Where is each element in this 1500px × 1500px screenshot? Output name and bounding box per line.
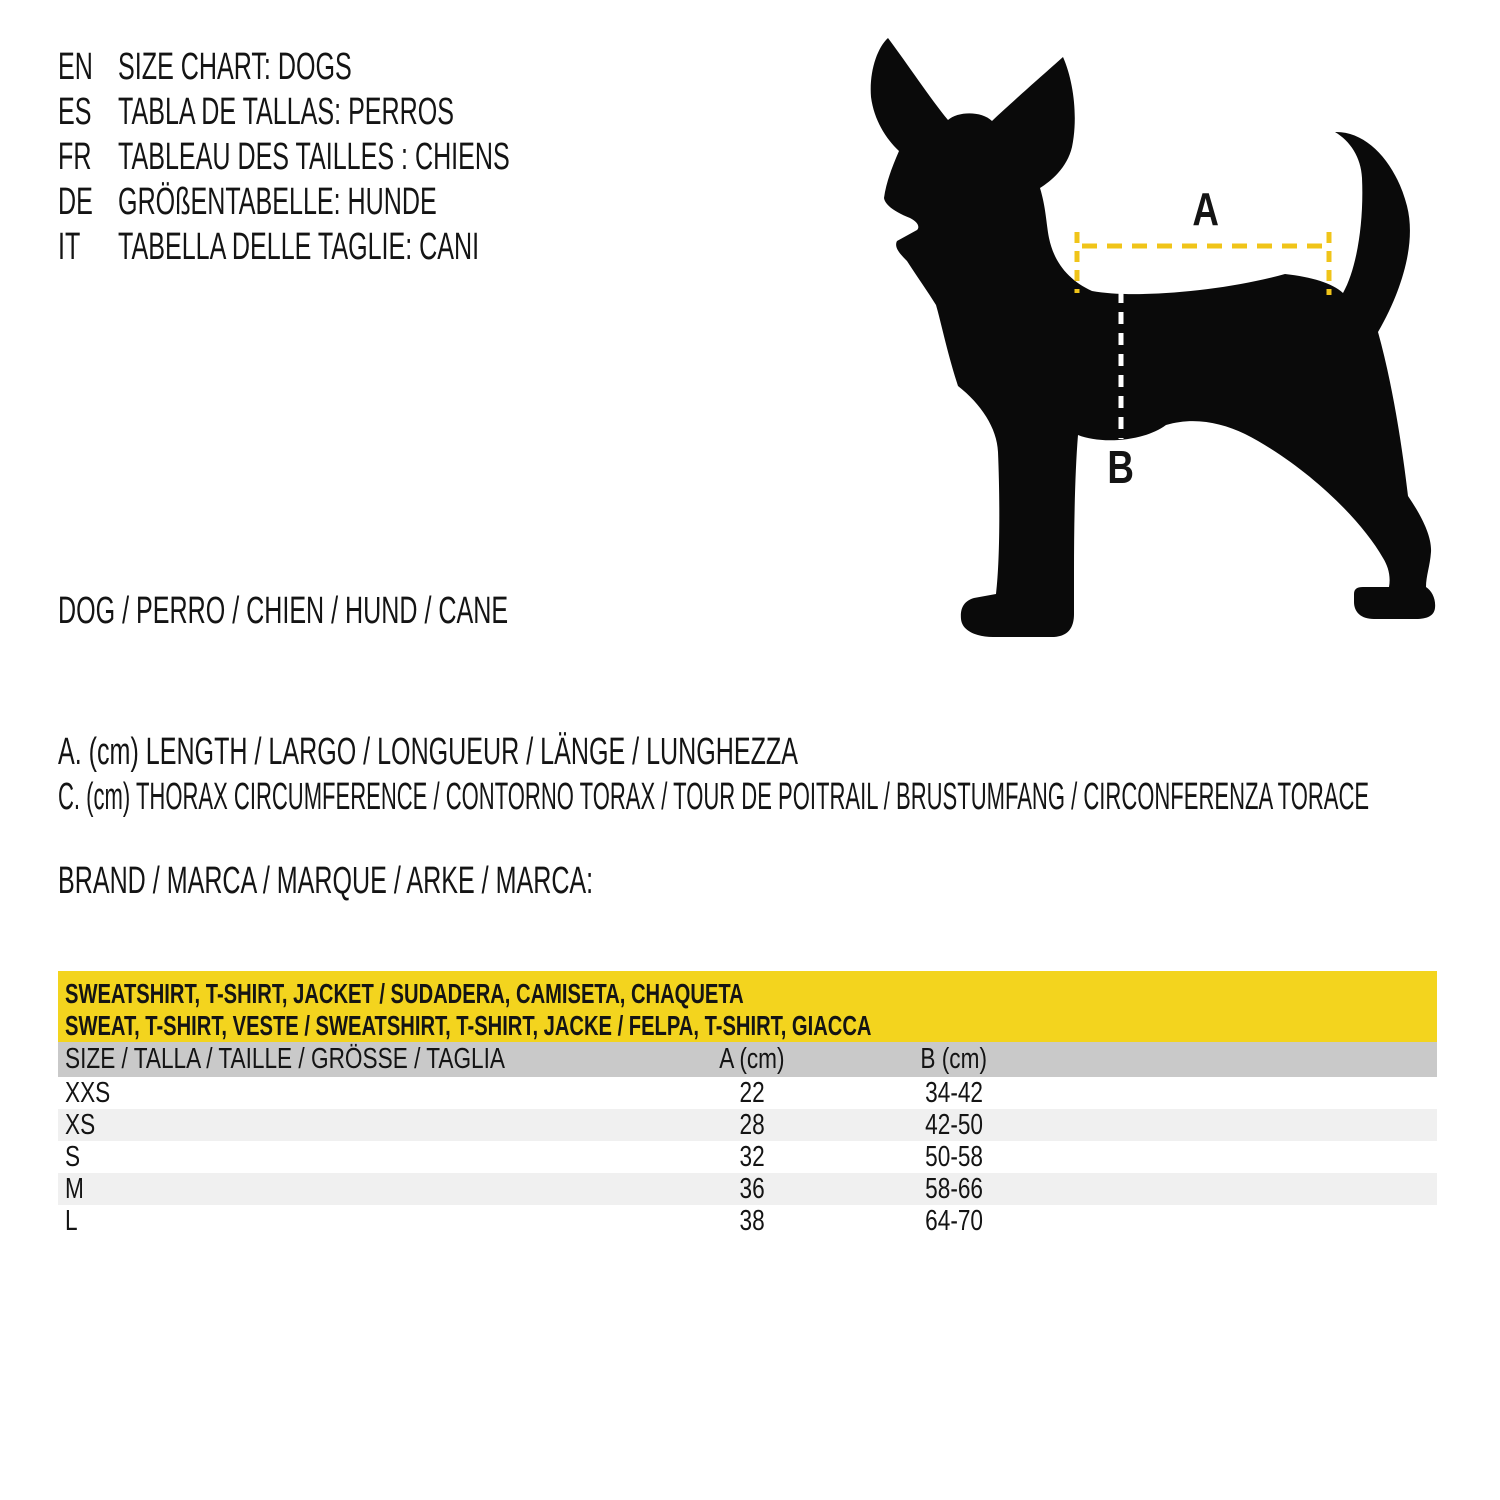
measurement-def-c: C. (cm) THORAX CIRCUMFERENCE / CONTORNO TORAX / TOUR DE POITRAIL / BRUSTUMFANG / CIRCONFERENZA TORACE xyxy=(58,776,1370,818)
header-size: SIZE / TALLA / TAILLE / GRÖSSE / TAGLIA xyxy=(65,1043,506,1075)
lang-code: IT xyxy=(58,226,81,268)
lang-row-es xyxy=(58,93,658,131)
lang-row-it xyxy=(58,228,696,266)
table-row-m xyxy=(58,1173,1437,1205)
lang-title: TABELLA DELLE TAGLIE: CANI xyxy=(118,226,480,268)
lang-title: GRÖßENTABELLE: HUNDE xyxy=(118,181,437,223)
lang-code: EN xyxy=(58,46,93,88)
table-row-s xyxy=(58,1141,1437,1173)
lang-title: TABLEAU DES TAILLES : CHIENS xyxy=(118,136,510,178)
lang-row-fr xyxy=(58,138,742,176)
size-cell: XS xyxy=(65,1109,96,1141)
header-a-cm: A (cm) xyxy=(719,1043,785,1075)
b-cell: 50-58 xyxy=(925,1141,983,1173)
size-table xyxy=(58,971,1437,1237)
lang-title: SIZE CHART: DOGS xyxy=(118,46,352,88)
lang-code: DE xyxy=(58,181,93,223)
table-row-l xyxy=(58,1205,1437,1237)
size-cell: L xyxy=(65,1205,78,1237)
a-cell: 28 xyxy=(739,1109,765,1141)
a-cell: 32 xyxy=(739,1141,765,1173)
measurement-def-a: A. (cm) LENGTH / LARGO / LONGUEUR / LÄNGE / LUNGHEZZA xyxy=(58,731,798,773)
lang-row-en xyxy=(58,48,503,86)
size-cell: XXS xyxy=(65,1077,111,1109)
table-row-xxs xyxy=(58,1077,1437,1109)
brand-line: BRAND / MARCA / MARQUE / ARKE / MARCA: xyxy=(58,860,594,902)
garment-category-band xyxy=(58,971,1437,1042)
b-cell: 64-70 xyxy=(925,1205,983,1237)
table-row-xs xyxy=(58,1109,1437,1141)
lang-code: FR xyxy=(58,136,92,178)
b-cell: 42-50 xyxy=(925,1109,983,1141)
b-cell: 58-66 xyxy=(925,1173,983,1205)
measure-label-a: A xyxy=(1192,183,1220,235)
a-cell: 36 xyxy=(739,1173,765,1205)
dog-measurement-figure xyxy=(860,25,1450,640)
header-b-cm: B (cm) xyxy=(920,1043,988,1075)
dog-silhouette xyxy=(860,25,1450,640)
garment-category-line-2: SWEAT, T-SHIRT, VESTE / SWEATSHIRT, T-SHIRT, JACKE / FELPA, T-SHIRT, GIACCA xyxy=(65,1010,872,1041)
size-cell: M xyxy=(65,1173,84,1205)
figure-caption: DOG / PERRO / CHIEN / HUND / CANE xyxy=(58,590,509,632)
a-cell: 38 xyxy=(739,1205,765,1237)
size-cell: S xyxy=(65,1141,81,1173)
lang-code: ES xyxy=(58,91,92,133)
garment-category-line-1: SWEATSHIRT, T-SHIRT, JACKET / SUDADERA, CAMISETA, CHAQUETA xyxy=(65,978,744,1009)
dog-silhouette-path xyxy=(871,38,1435,637)
measure-label-b: B xyxy=(1107,441,1135,493)
lang-title: TABLA DE TALLAS: PERROS xyxy=(118,91,454,133)
lang-row-de xyxy=(58,183,632,221)
b-cell: 34-42 xyxy=(925,1077,983,1109)
a-cell: 22 xyxy=(739,1077,765,1109)
size-table-header-row xyxy=(58,1042,1437,1077)
